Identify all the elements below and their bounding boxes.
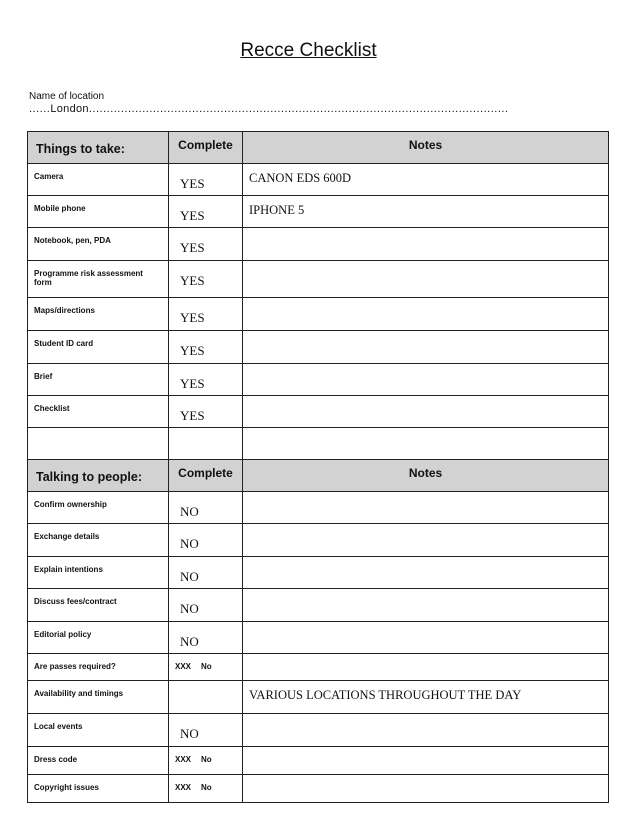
- complete-column-header: Complete: [169, 132, 243, 164]
- item-label: Notebook, pen, PDA: [28, 228, 169, 261]
- location-suffix-dots: ......................................................................................................................: [88, 103, 509, 115]
- item-label: Copyright issues: [28, 775, 169, 803]
- complete-cell: [169, 428, 243, 460]
- item-label: Dress code: [28, 747, 169, 775]
- item-label: Explain intentions: [28, 557, 169, 589]
- complete-cell: [169, 747, 243, 775]
- complete-cell: YES: [169, 228, 243, 261]
- item-label: Discuss fees/contract: [28, 589, 169, 622]
- table-row: [28, 654, 609, 681]
- table-row: [28, 261, 609, 298]
- complete-cell: [169, 654, 243, 681]
- location-line: [29, 103, 509, 115]
- complete-mark: XXX: [175, 755, 192, 764]
- complete-cell: NO: [169, 622, 243, 654]
- item-label: Confirm ownership: [28, 492, 169, 524]
- complete-cell: YES: [169, 331, 243, 364]
- notes-cell: [243, 589, 609, 622]
- complete-answer: No: [201, 662, 212, 671]
- location-prefix-dots: ......: [29, 103, 51, 115]
- complete-cell: NO: [169, 524, 243, 557]
- item-label: Maps/directions: [28, 298, 169, 331]
- table-row: [28, 589, 609, 622]
- complete-cell: YES: [169, 164, 243, 196]
- complete-cell: YES: [169, 261, 243, 298]
- table-row: [28, 524, 609, 557]
- notes-cell: [243, 714, 609, 747]
- notes-cell: [243, 396, 609, 428]
- complete-cell: NO: [169, 589, 243, 622]
- notes-cell: [243, 298, 609, 331]
- section-header-talking-to-people: [28, 460, 609, 492]
- item-label: [28, 428, 169, 460]
- notes-cell: [243, 524, 609, 557]
- complete-column-header: Complete: [169, 460, 243, 492]
- complete-cell: YES: [169, 364, 243, 396]
- table-row: [28, 364, 609, 396]
- notes-column-header: Notes: [243, 132, 609, 164]
- notes-cell: [243, 622, 609, 654]
- location-label: Name of location: [29, 91, 105, 102]
- table-row: [28, 681, 609, 714]
- complete-cell: NO: [169, 714, 243, 747]
- notes-cell: [243, 747, 609, 775]
- complete-cell: YES: [169, 396, 243, 428]
- table-row: [28, 492, 609, 524]
- checklist-table: [27, 131, 609, 803]
- complete-cell: [169, 681, 243, 714]
- notes-cell: [243, 364, 609, 396]
- complete-answer: No: [201, 783, 212, 792]
- complete-cell: YES: [169, 196, 243, 228]
- page-title: Recce Checklist: [240, 40, 377, 61]
- notes-cell: [243, 428, 609, 460]
- item-label: Editorial policy: [28, 622, 169, 654]
- notes-cell: [243, 557, 609, 589]
- item-label: Local events: [28, 714, 169, 747]
- table-row: [28, 196, 609, 228]
- table-row: [28, 396, 609, 428]
- table-row: [28, 775, 609, 803]
- table-row-blank: [28, 428, 609, 460]
- notes-cell: [243, 654, 609, 681]
- complete-answer: No: [201, 755, 212, 764]
- table-row: [28, 164, 609, 196]
- notes-cell: [243, 228, 609, 261]
- item-label: Programme risk assessment form: [28, 261, 169, 298]
- complete-mark: XXX: [175, 662, 192, 671]
- location-value: London: [50, 103, 89, 115]
- section-header-things-to-take: [28, 132, 609, 164]
- table-row: [28, 228, 609, 261]
- item-label: Student ID card: [28, 331, 169, 364]
- complete-cell: NO: [169, 557, 243, 589]
- complete-cell: NO: [169, 492, 243, 524]
- notes-cell: [243, 775, 609, 803]
- item-label: Are passes required?: [28, 654, 169, 681]
- complete-mark: XXX: [175, 783, 192, 792]
- notes-cell: CANON EDS 600D: [243, 164, 609, 196]
- item-label: Checklist: [28, 396, 169, 428]
- table-row: [28, 622, 609, 654]
- notes-cell: [243, 492, 609, 524]
- table-row: [28, 298, 609, 331]
- table-row: [28, 331, 609, 364]
- item-label: Camera: [28, 164, 169, 196]
- item-label: Exchange details: [28, 524, 169, 557]
- section-title: Things to take:: [28, 132, 169, 164]
- notes-cell: [243, 261, 609, 298]
- section-title: Talking to people:: [28, 460, 169, 492]
- table-row: [28, 557, 609, 589]
- item-label: Mobile phone: [28, 196, 169, 228]
- notes-column-header: Notes: [243, 460, 609, 492]
- table-row: [28, 714, 609, 747]
- item-label: Brief: [28, 364, 169, 396]
- item-label: Availability and timings: [28, 681, 169, 714]
- table-row: [28, 747, 609, 775]
- notes-cell: IPHONE 5: [243, 196, 609, 228]
- notes-cell: VARIOUS LOCATIONS THROUGHOUT THE DAY: [243, 681, 609, 714]
- complete-cell: YES: [169, 298, 243, 331]
- complete-cell: [169, 775, 243, 803]
- notes-cell: [243, 331, 609, 364]
